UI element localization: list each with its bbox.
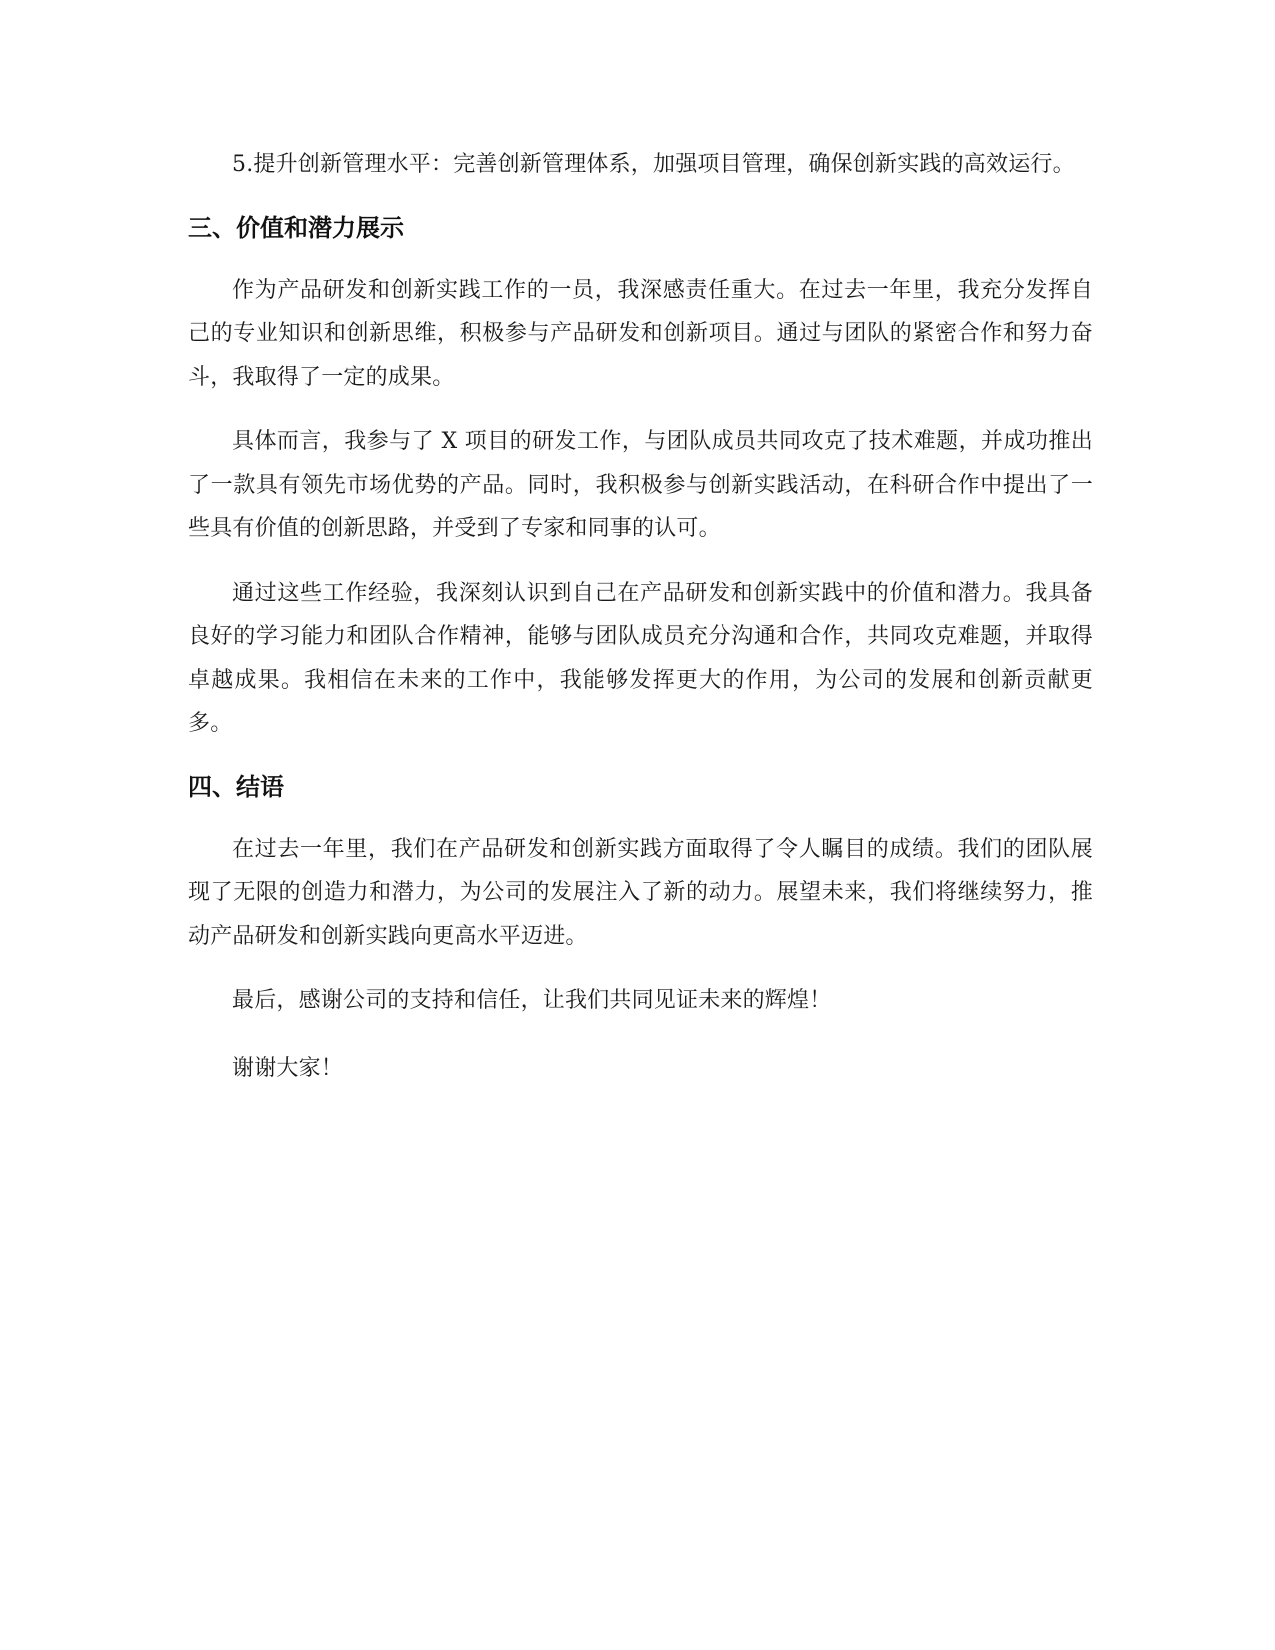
paragraph-self-assessment: 通过这些工作经验，我深刻认识到自己在产品研发和创新实践中的价值和潜力。我具备良好的学习能力和团队合作精神，能够与团队成员充分沟通和合作，共同攻克难题，并取得卓越成果。我相信在未来的工作中，我能够发挥更大的作用，为公司的发展和创新贡献更多。 — [188, 580, 1093, 736]
paragraph-project-achievements: 具体而言，我参与了 X 项目的研发工作，与团队成员共同攻克了技术难题，并成功推出了一款具有领先市场优势的产品。同时，我积极参与创新实践活动，在科研合作中提出了一些具有价值的创新思路，并受到了专家和同事的认可。 — [188, 429, 1093, 541]
document-body — [188, 143, 1093, 1111]
paragraph-thank-you: 谢谢大家！ — [232, 1055, 344, 1081]
paragraph-role-responsibility: 作为产品研发和创新实践工作的一员，我深感责任重大。在过去一年里，我充分发挥自己的专业知识和创新思维，积极参与产品研发和创新项目。通过与团队的紧密合作和努力奋斗，我取得了一定的成果。 — [188, 277, 1093, 390]
paragraph-conclusion-summary: 在过去一年里，我们在产品研发和创新实践方面取得了令人瞩目的成绩。我们的团队展现了无限的创造力和潜力，为公司的发展注入了新的动力。展望未来，我们将继续努力，推动产品研发和创新实践向更高水平迈进。 — [188, 836, 1093, 949]
section-heading-value-potential: 三、价值和潜力展示 — [188, 213, 404, 242]
paragraph-innovation-management: 5.提升创新管理水平：完善创新管理体系，加强项目管理，确保创新实践的高效运行。 — [232, 152, 1075, 177]
section-heading-conclusion: 四、结语 — [188, 772, 284, 801]
paragraph-thanks-company: 最后，感谢公司的支持和信任，让我们共同见证未来的辉煌！ — [232, 988, 832, 1013]
